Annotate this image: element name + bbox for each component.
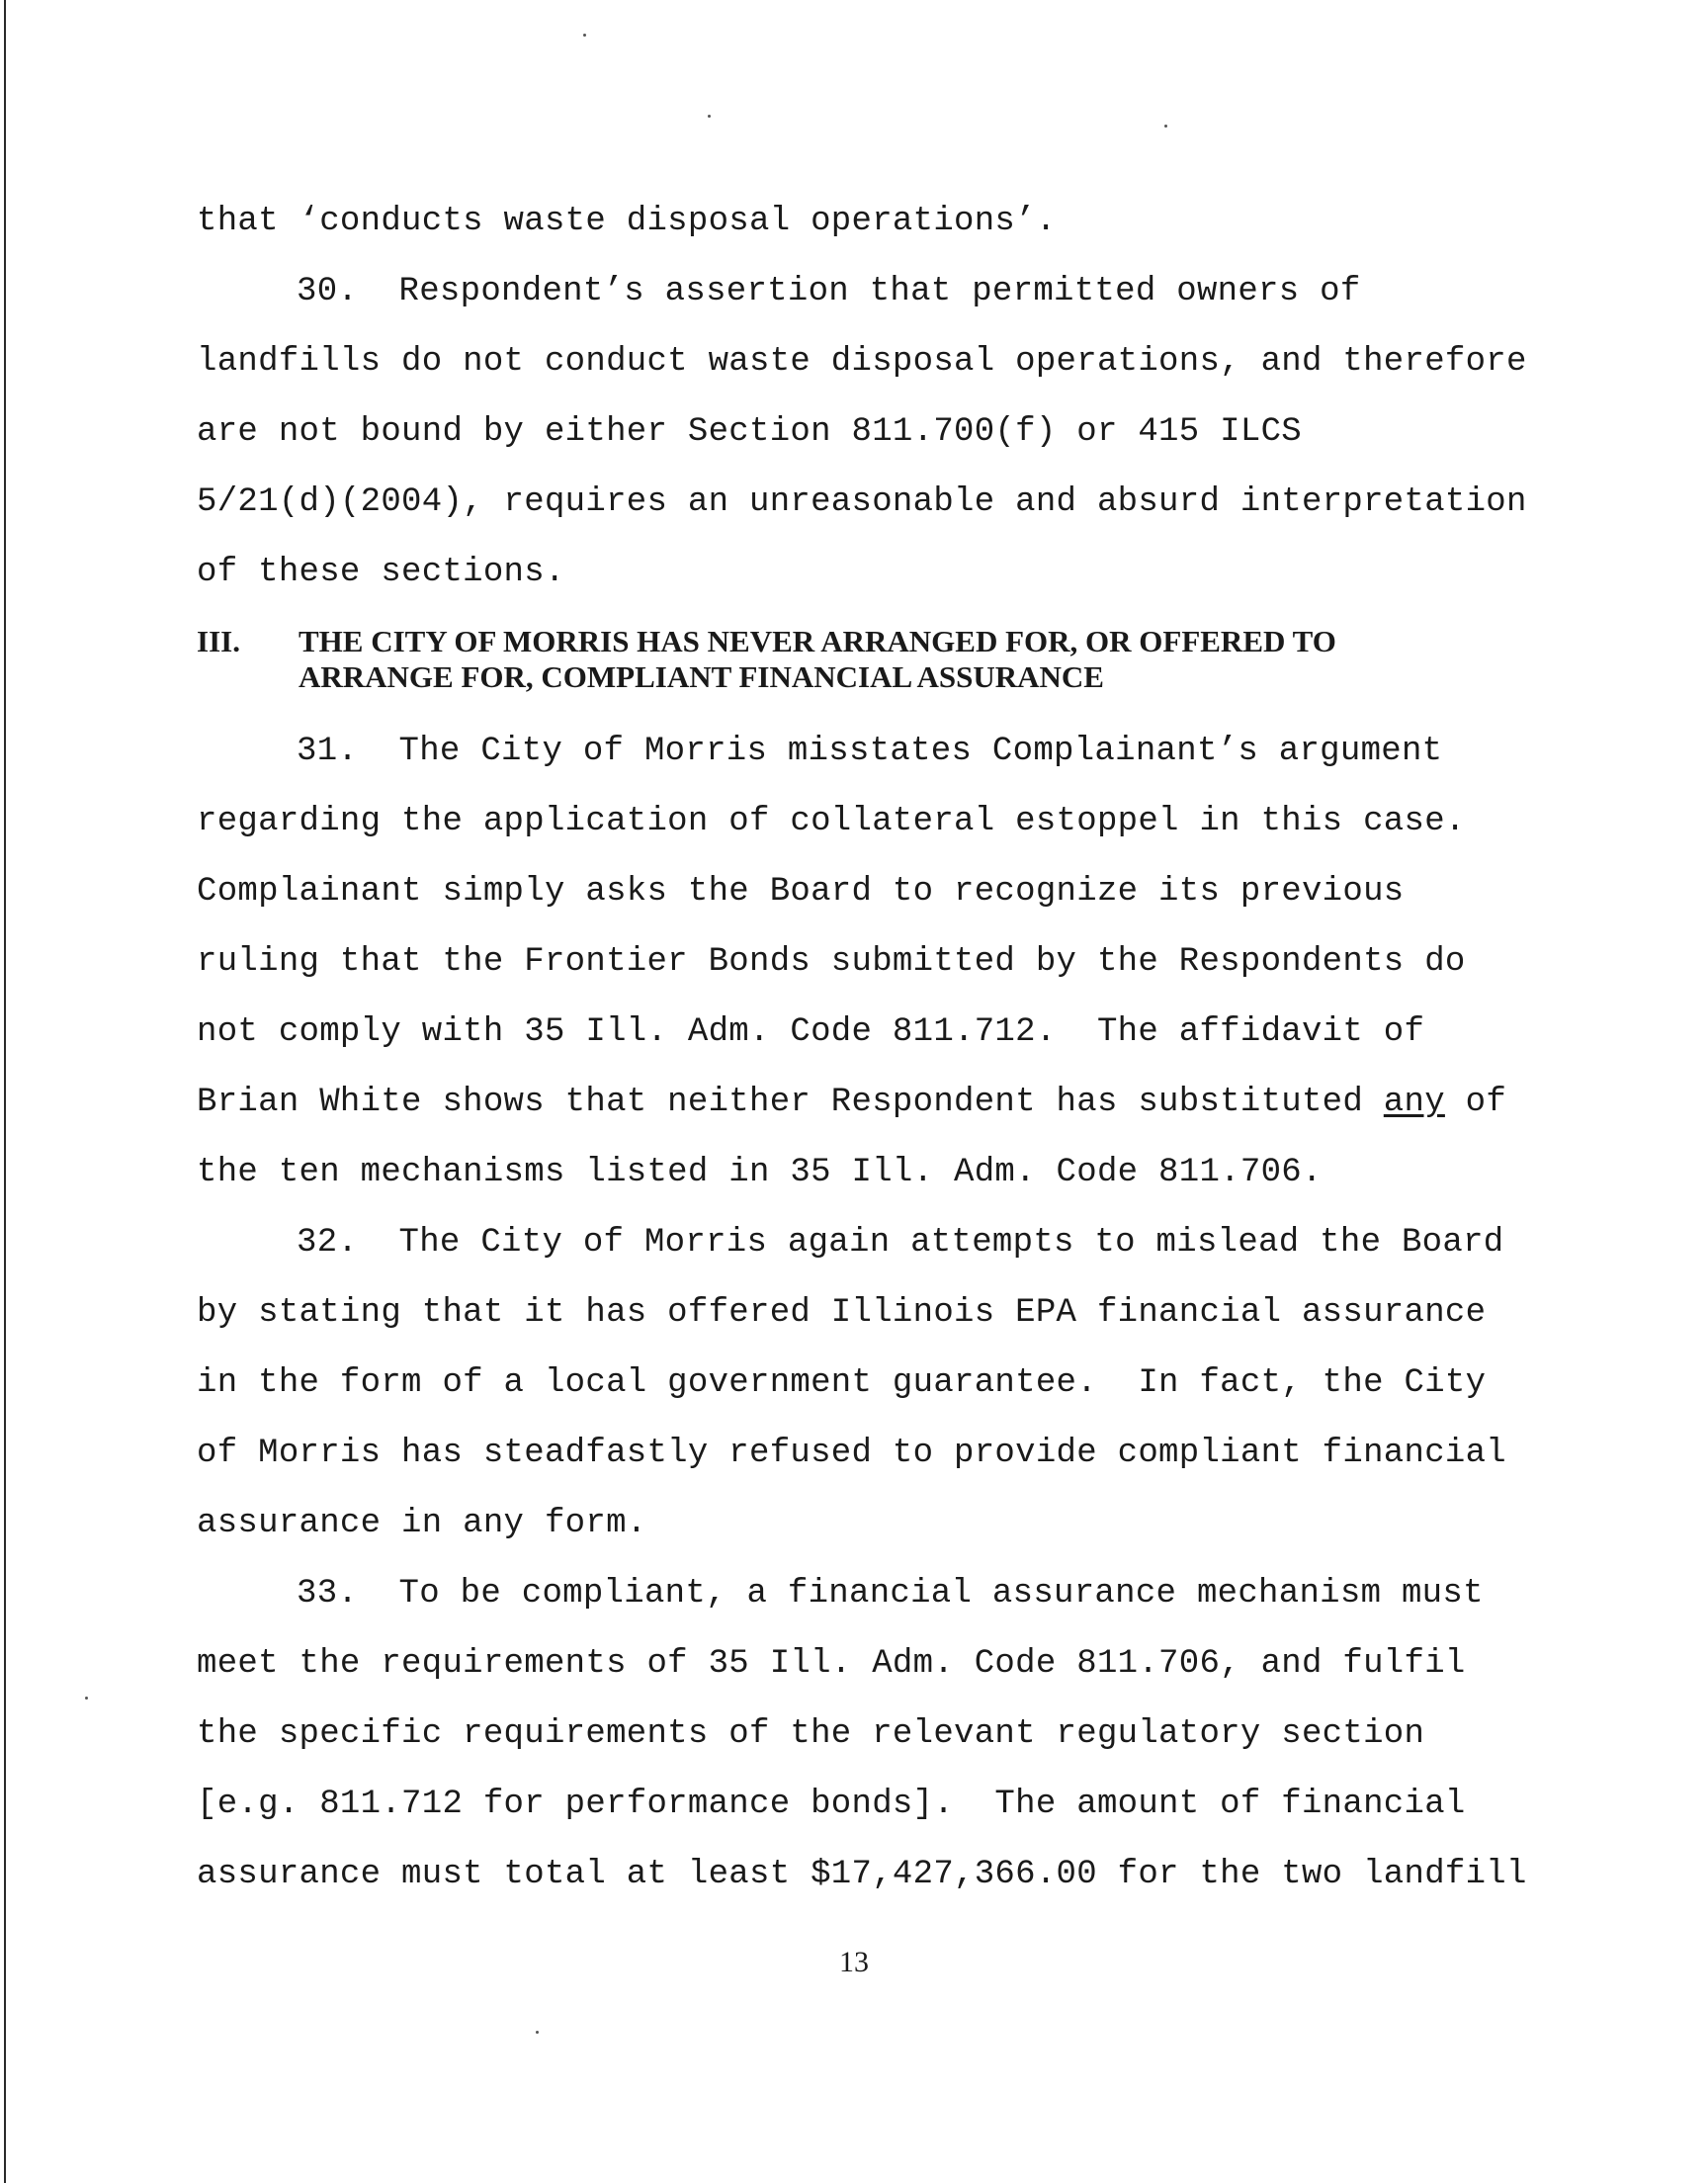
text-line: 5/21(d)(2004), requires an unreasonable and absurd interpretation: [197, 483, 1527, 521]
text-segment: of: [1444, 1084, 1507, 1121]
scan-speck: [1164, 125, 1167, 128]
text-line: are not bound by either Section 811.700(f) or 415 ILCS: [197, 413, 1302, 451]
scan-speck: [85, 1697, 88, 1700]
text-line: assurance must total at least $17,427,366.00 for the two landfill: [197, 1856, 1527, 1893]
page-edge-line: [4, 0, 6, 2183]
text-line: that ‘conducts waste disposal operations’.: [197, 203, 1057, 240]
scan-speck: [536, 2031, 539, 2034]
paragraph-32-line: 32. The City of Morris again attempts to mislead the Board: [297, 1224, 1504, 1262]
paragraph-33-line: 33. To be compliant, a financial assurance mechanism must: [297, 1575, 1484, 1613]
text-line: regarding the application of collateral estoppel in this case.: [197, 803, 1466, 840]
section-heading-line-1: THE CITY OF MORRIS HAS NEVER ARRANGED FOR, OR OFFERED TO: [299, 624, 1336, 658]
text-line: not comply with 35 Ill. Adm. Code 811.712. The affidavit of: [197, 1013, 1425, 1051]
text-line: by stating that it has offered Illinois EPA financial assurance: [197, 1294, 1487, 1332]
text-line: meet the requirements of 35 Ill. Adm. Code 811.706, and fulfil: [197, 1645, 1466, 1683]
section-heading-number: III.: [197, 624, 240, 658]
paragraph-30-line: 30. Respondent’s assertion that permitted owners of: [297, 273, 1361, 310]
underlined-word: any: [1383, 1084, 1445, 1121]
section-heading-line-2: ARRANGE FOR, COMPLIANT FINANCIAL ASSURANCE: [299, 659, 1104, 694]
text-line: landfills do not conduct waste disposal operations, and therefore: [197, 343, 1527, 381]
paragraph-31-line: 31. The City of Morris misstates Complainant’s argument: [297, 733, 1443, 770]
text-line: of Morris has steadfastly refused to provide compliant financial: [197, 1435, 1507, 1472]
text-line: the ten mechanisms listed in 35 Ill. Adm. Code 811.706.: [197, 1154, 1323, 1191]
text-line: in the form of a local government guarantee. In fact, the City: [197, 1364, 1487, 1402]
text-line: Complainant simply asks the Board to recognize its previous: [197, 873, 1405, 911]
text-line: ruling that the Frontier Bonds submitted by the Respondents do: [197, 943, 1466, 981]
page-number: 13: [839, 1946, 869, 1978]
text-line: [e.g. 811.712 for performance bonds]. The amount of financial: [197, 1786, 1466, 1823]
text-segment: Brian White shows that neither Respondent has substituted: [197, 1084, 1384, 1121]
text-line: of these sections.: [197, 554, 565, 591]
text-line-with-emphasis: [197, 1083, 1506, 1122]
text-line: assurance in any form.: [197, 1505, 647, 1542]
scan-speck: [708, 115, 711, 118]
text-line: the specific requirements of the relevant regulatory section: [197, 1715, 1425, 1753]
scan-speck: [583, 34, 586, 37]
